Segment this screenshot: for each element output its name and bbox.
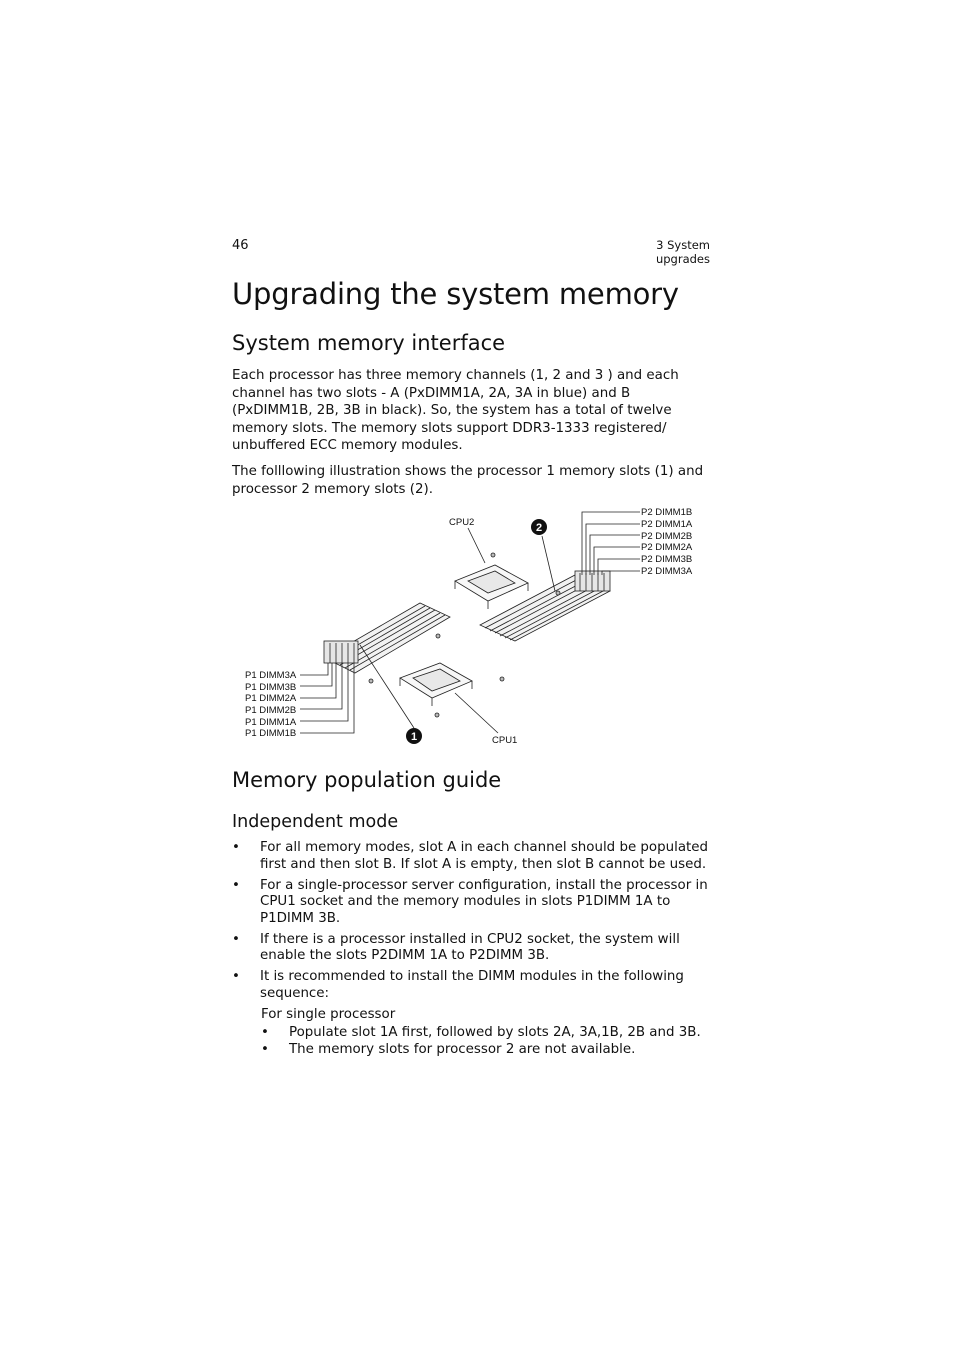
label-p1-dimm3a: P1 DIMM3A <box>245 670 297 681</box>
section-heading-memory-interface: System memory interface <box>232 331 506 355</box>
memory-slots-diagram <box>240 503 710 753</box>
list-item <box>232 878 712 928</box>
label-p1-dimm2b: P1 DIMM2B <box>245 705 297 716</box>
label-p2-dimm2b: P2 DIMM2B <box>641 531 693 542</box>
label-p2-dimm2a: P2 DIMM2A <box>641 542 693 553</box>
subheading-independent-mode: Independent mode <box>232 812 399 832</box>
label-p2-dimm1b: P2 DIMM1B <box>641 507 693 518</box>
population-rules-list <box>232 840 712 1007</box>
paragraph-illustration-intro: The folllowing illustration shows the processor 1 memory slots (1) and processor 2 memory slots (2). <box>232 464 704 497</box>
section-heading-population-guide: Memory population guide <box>232 768 502 792</box>
label-cpu2: CPU2 <box>449 517 475 528</box>
sub-list-item <box>261 1042 721 1059</box>
list-item <box>232 932 712 965</box>
bullet-marker: • <box>232 931 240 947</box>
bullet-marker: • <box>232 877 240 893</box>
sub-list-item <box>261 1025 721 1042</box>
label-p2-dimm1a: P2 DIMM1A <box>641 519 693 530</box>
list-item-text: For a single-processor server configuration, install the processor in CPU1 socket and the memory modules in slots P1DIMM 1A to P1DIMM 3B. <box>260 877 708 926</box>
list-item <box>232 969 712 1002</box>
list-item-text: For all memory modes, slot A in each channel should be populated first and then slot B. If slot A is empty, then slot B cannot be used. <box>260 840 709 872</box>
bullet-marker: • <box>261 1041 269 1057</box>
bullet-marker: • <box>261 1025 269 1040</box>
sub-list-item-text: The memory slots for processor 2 are not available. <box>289 1041 636 1057</box>
paragraph-memory-channels: Each processor has three memory channels (1, 2 and 3 ) and each channel has two slots - A (PxDIMM1A, 2A, 3A in blue) and B (PxDIMM1B, 2B, 3B in black). So, the system has a total of twelve memory slots. The memory slots support DDR3-1333 registered/ unbuffered ECC memory modules. <box>232 368 679 453</box>
label-p2-dimm3a: P2 DIMM3A <box>641 566 693 577</box>
single-processor-list <box>261 1025 721 1058</box>
bullet-marker: • <box>232 969 240 984</box>
label-p1-dimm1b: P1 DIMM1B <box>245 728 297 739</box>
list-item <box>232 840 712 873</box>
callout-1-text: 1 <box>410 731 418 743</box>
p1-dimm-bank <box>324 603 450 673</box>
label-p2-dimm3b: P2 DIMM3B <box>641 554 693 565</box>
label-p1-dimm3b: P1 DIMM3B <box>245 682 297 693</box>
label-p1-dimm1a: P1 DIMM1A <box>245 717 297 728</box>
label-cpu1: CPU1 <box>492 735 518 746</box>
list-item-text: It is recommended to install the DIMM modules in the following sequence: <box>260 969 684 1001</box>
cpu1-socket <box>400 663 472 706</box>
sub-list-item-text: Populate slot 1A first, followed by slots 2A, 3A,1B, 2B and 3B. <box>289 1025 701 1040</box>
bullet-marker: • <box>232 840 240 855</box>
page-number: 46 <box>232 238 249 253</box>
running-header: 3 System upgrades <box>655 238 710 266</box>
callout-2-text: 2 <box>535 522 543 534</box>
list-item-text: If there is a processor installed in CPU2 socket, the system will enable the slots P2DIMM 1A to P2DIMM 3B. <box>260 931 680 963</box>
single-processor-label: For single processor <box>261 1007 396 1022</box>
cpu2-socket <box>455 565 528 609</box>
page-title: Upgrading the system memory <box>232 277 679 311</box>
label-p1-dimm2a: P1 DIMM2A <box>245 693 297 704</box>
